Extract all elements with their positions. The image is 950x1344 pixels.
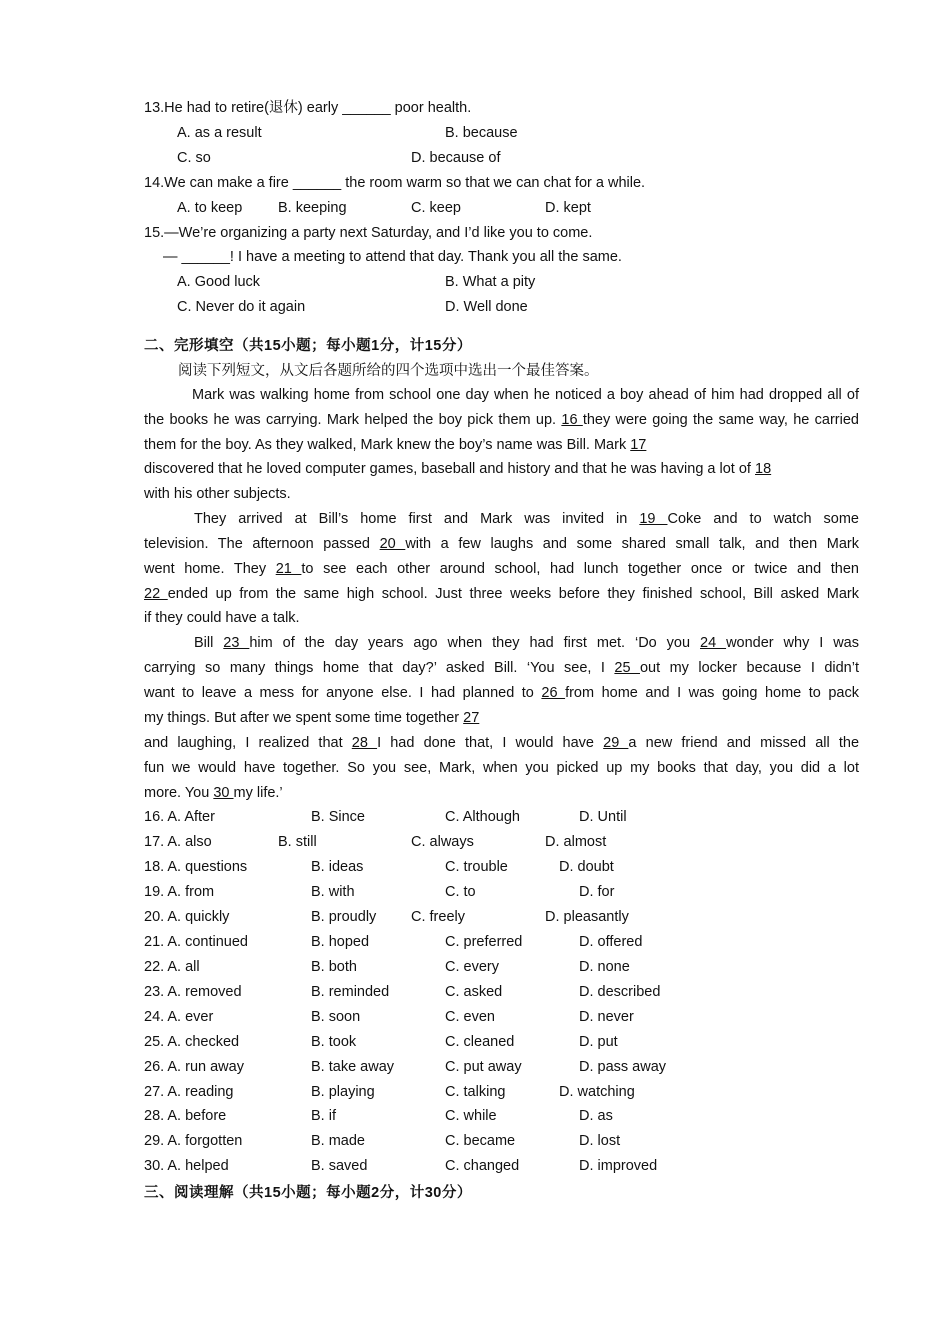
option-a[interactable]: 23. A. removed — [144, 984, 242, 1000]
option-d[interactable]: D. lost — [579, 1133, 621, 1149]
question-reply: — ______! I have a meeting to attend that day. Thank you all the same. — [163, 249, 622, 265]
blank-25[interactable]: 25 — [614, 660, 640, 676]
passage-text: a new friend and missed all the — [628, 735, 860, 751]
option-a[interactable]: 22. A. all — [144, 959, 200, 975]
option-b[interactable]: B. made — [311, 1133, 365, 1149]
passage-text: carrying so many things home that day?’ asked Bill. ‘You see, I — [144, 660, 605, 676]
passage-text: out my locker because I didn’t — [639, 660, 859, 676]
option-d: D. because of — [411, 150, 501, 166]
passage-line — [144, 410, 859, 432]
option-b[interactable]: B. ideas — [311, 859, 364, 875]
option-b[interactable]: B. soon — [311, 1009, 361, 1025]
option-b[interactable]: B. proudly — [311, 909, 377, 925]
option-a[interactable]: 30. A. helped — [144, 1158, 229, 1174]
option-b[interactable]: B. Since — [311, 809, 365, 825]
question-stem: 13.He had to retire(退休) early ______ poor health. — [144, 100, 472, 116]
passage-text — [144, 435, 646, 455]
option-c[interactable]: C. put away — [445, 1059, 522, 1075]
option-a[interactable]: 16. A. After — [144, 809, 215, 825]
option-a[interactable]: 19. A. from — [144, 884, 215, 900]
blank-28[interactable]: 28 — [351, 735, 378, 751]
option-c[interactable]: C. changed — [445, 1158, 520, 1174]
blank-20[interactable]: 20 — [379, 536, 406, 552]
option-a[interactable]: 20. A. quickly — [144, 909, 230, 925]
option-d[interactable]: D. described — [579, 984, 661, 1000]
option-d[interactable]: D. for — [579, 884, 615, 900]
option-d[interactable]: D. pass away — [579, 1059, 667, 1075]
passage-line — [192, 385, 859, 407]
option-d[interactable]: D. watching — [559, 1084, 635, 1100]
option-a[interactable]: 18. A. questions — [144, 859, 248, 875]
option-d: D. kept — [545, 200, 591, 216]
option-c[interactable]: C. always — [411, 834, 474, 850]
passage-text: I had done that, I would have — [377, 735, 594, 751]
option-a[interactable]: 24. A. ever — [144, 1009, 214, 1025]
option-a[interactable]: 25. A. checked — [144, 1034, 240, 1050]
passage-text: with his other subjects. — [144, 486, 291, 502]
question-stem: 15.—We’re organizing a party next Saturday, and I’d like you to come. — [144, 225, 593, 241]
passage-text: the books he was carrying. Mark helped the boy pick them up. — [144, 412, 557, 428]
option-a: A. as a result — [177, 125, 262, 141]
passage-text: ended up from the same high school. Just three weeks before they finished school, Bill asked Mark — [167, 586, 859, 602]
option-c: C. keep — [411, 200, 461, 216]
passage-text: television. The afternoon passed — [144, 536, 370, 552]
option-a[interactable]: 29. A. forgotten — [144, 1133, 243, 1149]
instruction-text: 阅读下列短文，从文后各题所给的四个选项中选出一个最佳答案。 — [178, 363, 599, 379]
blank-24[interactable]: 24 — [700, 635, 727, 651]
option-a[interactable]: 27. A. reading — [144, 1084, 234, 1100]
option-b: B. keeping — [278, 200, 347, 216]
option-d[interactable]: D. pleasantly — [545, 909, 629, 925]
passage-text: them for the boy. As they walked, Mark knew the boy’s name was Bill. Mark — [144, 437, 627, 453]
blank-29[interactable]: 29 — [603, 735, 629, 751]
passage-text: my life.’ — [233, 785, 283, 801]
option-c[interactable]: C. cleaned — [445, 1034, 515, 1050]
passage-text — [144, 708, 479, 728]
passage-text: with a few laughs and some shared small talk, and then Mark — [405, 536, 859, 552]
option-c: C. so — [177, 150, 211, 166]
option-d[interactable]: D. as — [579, 1108, 613, 1124]
option-b[interactable]: B. still — [278, 834, 317, 850]
passage-text: They arrived at Bill’s home first and Mark was invited in — [194, 511, 628, 527]
option-c[interactable]: C. freely — [411, 909, 465, 925]
blank-17[interactable]: 17 — [630, 437, 647, 453]
passage-text: Coke and to watch some — [667, 511, 859, 527]
option-d[interactable]: D. never — [579, 1009, 634, 1025]
passage-text: went home. They — [144, 561, 267, 577]
passage-line — [144, 733, 859, 755]
blank-23[interactable]: 23 — [223, 635, 250, 651]
passage-text: discovered that he loved computer games, baseball and history and that he was having a lot of — [144, 461, 751, 477]
option-c[interactable]: C. every — [445, 959, 499, 975]
passage-text: want to leave a mess for anyone else. I had planned to — [144, 685, 534, 701]
passage-text: more. You — [144, 785, 210, 801]
option-b[interactable]: B. playing — [311, 1084, 375, 1100]
blank-22[interactable]: 22 — [144, 586, 168, 602]
passage-text: Mark was walking home from school one day when he noticed a boy ahead of him had dropped all of — [192, 387, 859, 403]
option-c[interactable]: C. trouble — [445, 859, 508, 875]
option-d[interactable]: D. almost — [545, 834, 607, 850]
option-c[interactable]: C. Although — [445, 809, 520, 825]
passage-line — [144, 758, 859, 780]
option-d: D. Well done — [445, 299, 528, 315]
option-b: B. because — [445, 125, 518, 141]
blank-30[interactable]: 30 — [213, 785, 234, 801]
option-d[interactable]: D. offered — [579, 934, 643, 950]
option-b[interactable]: B. took — [311, 1034, 357, 1050]
option-c[interactable]: C. even — [445, 1009, 495, 1025]
question-stem: 14.We can make a fire ______ the room warm so that we can chat for a while. — [144, 175, 646, 191]
blank-16[interactable]: 16 — [561, 412, 583, 428]
option-b[interactable]: B. reminded — [311, 984, 390, 1000]
option-b: B. What a pity — [445, 274, 536, 290]
blank-27[interactable]: 27 — [463, 710, 480, 726]
passage-text: my things. But after we spent some time together — [144, 710, 460, 726]
passage-text: they were going the same way, he carried — [582, 412, 859, 428]
option-d[interactable]: D. improved — [579, 1158, 658, 1174]
blank-21[interactable]: 21 — [275, 561, 302, 577]
passage-text: Bill — [194, 635, 214, 651]
option-b[interactable]: B. if — [311, 1108, 336, 1124]
option-c[interactable]: C. to — [445, 884, 476, 900]
passage-line — [144, 559, 859, 581]
passage-line — [144, 658, 859, 680]
passage-text — [144, 783, 283, 803]
option-a[interactable]: 17. A. also — [144, 834, 212, 850]
blank-18[interactable]: 18 — [755, 461, 772, 477]
section-title: 二、完形填空（共15小题；每小题1分，计15分） — [144, 338, 472, 354]
passage-line — [194, 509, 859, 531]
option-b[interactable]: B. take away — [311, 1059, 395, 1075]
passage-line — [144, 534, 859, 556]
passage-line — [144, 584, 859, 606]
option-b[interactable]: B. saved — [311, 1158, 368, 1174]
option-a[interactable]: 26. A. run away — [144, 1059, 244, 1075]
option-c[interactable]: C. while — [445, 1108, 497, 1124]
passage-text: to see each other around school, had lunch together once or twice and then — [301, 561, 859, 577]
option-d[interactable]: D. put — [579, 1034, 618, 1050]
option-b[interactable]: B. hoped — [311, 934, 370, 950]
passage-text: if they could have a talk. — [144, 610, 300, 626]
option-a: A. to keep — [177, 200, 243, 216]
passage-text: from home and I was going home to pack — [565, 685, 859, 701]
option-b[interactable]: B. with — [311, 884, 355, 900]
option-a[interactable]: 28. A. before — [144, 1108, 227, 1124]
option-c[interactable]: C. became — [445, 1133, 516, 1149]
option-a: A. Good luck — [177, 274, 261, 290]
option-a[interactable]: 21. A. continued — [144, 934, 248, 950]
option-b[interactable]: B. both — [311, 959, 357, 975]
option-d[interactable]: D. none — [579, 959, 630, 975]
passage-line — [144, 683, 859, 705]
option-d[interactable]: D. doubt — [559, 859, 614, 875]
option-c[interactable]: C. talking — [445, 1084, 506, 1100]
section-title: 三、阅读理解（共15小题；每小题2分，计30分） — [144, 1185, 472, 1201]
blank-19[interactable]: 19 — [639, 511, 668, 527]
blank-26[interactable]: 26 — [541, 685, 566, 701]
passage-line — [194, 633, 859, 655]
passage-text: fun we would have together. So you see, Mark, when you picked up my books that day, you did a lot — [144, 760, 859, 776]
option-c[interactable]: C. preferred — [445, 934, 523, 950]
passage-text: him of the day years ago when they had first met. ‘Do you — [249, 635, 691, 651]
passage-text: wonder why I was — [726, 635, 859, 651]
passage-text: and laughing, I realized that — [144, 735, 343, 751]
option-d[interactable]: D. Until — [579, 809, 627, 825]
passage-text — [144, 459, 771, 479]
option-c[interactable]: C. asked — [445, 984, 503, 1000]
option-c: C. Never do it again — [177, 299, 306, 315]
